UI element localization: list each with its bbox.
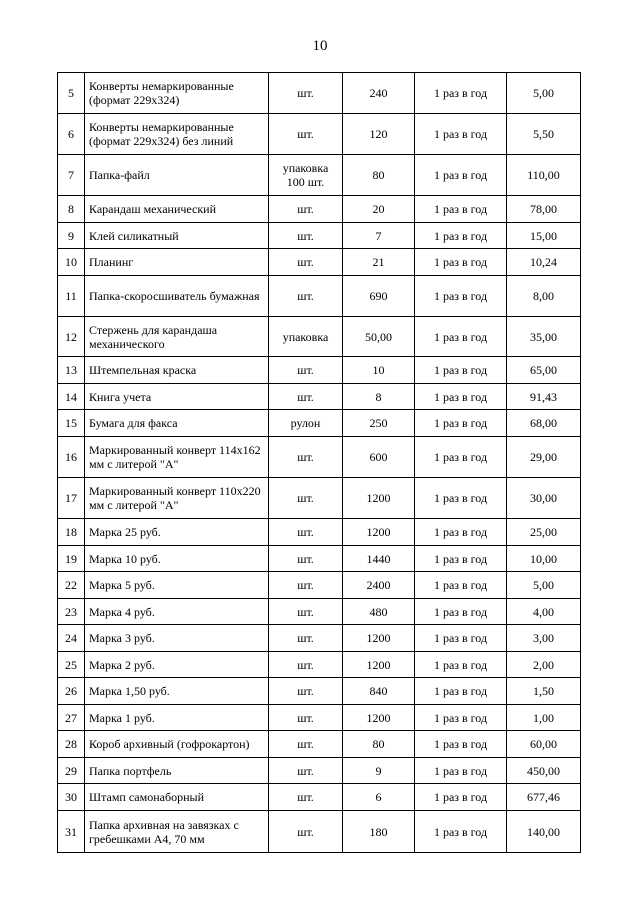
item-name: Клей силикатный (85, 223, 269, 249)
table-row (58, 625, 581, 652)
item-frequency: 1 раз в год (415, 599, 507, 625)
item-name: Стержень для карандаша механического (85, 317, 269, 357)
item-name: Конверты немаркированные (формат 229х324) без линий (85, 114, 269, 155)
row-number: 8 (58, 196, 85, 223)
table-row (58, 114, 581, 155)
item-unit: шт. (269, 705, 343, 731)
item-price: 5,00 (507, 73, 581, 114)
table-row (58, 519, 581, 546)
item-price: 677,46 (507, 784, 581, 811)
supplies-table (57, 72, 581, 853)
row-number: 24 (58, 625, 85, 652)
item-price: 5,50 (507, 114, 581, 155)
item-frequency: 1 раз в год (415, 731, 507, 758)
item-quantity: 8 (343, 384, 415, 410)
item-unit: упаковка 100 шт. (269, 155, 343, 196)
row-number: 28 (58, 731, 85, 758)
item-price: 10,00 (507, 546, 581, 572)
item-name: Короб архивный (гофрокартон) (85, 731, 269, 758)
item-frequency: 1 раз в год (415, 249, 507, 276)
item-price: 65,00 (507, 357, 581, 384)
item-quantity: 480 (343, 599, 415, 625)
item-quantity: 9 (343, 758, 415, 784)
table-row (58, 478, 581, 519)
item-quantity: 180 (343, 811, 415, 853)
row-number: 16 (58, 437, 85, 478)
row-number: 9 (58, 223, 85, 249)
row-number: 5 (58, 73, 85, 114)
item-unit: шт. (269, 546, 343, 572)
item-unit: шт. (269, 572, 343, 599)
item-quantity: 1200 (343, 519, 415, 546)
item-name: Папка-скоросшиватель бумажная (85, 276, 269, 317)
item-quantity: 2400 (343, 572, 415, 599)
row-number: 11 (58, 276, 85, 317)
item-price: 30,00 (507, 478, 581, 519)
item-frequency: 1 раз в год (415, 73, 507, 114)
item-quantity: 600 (343, 437, 415, 478)
item-frequency: 1 раз в год (415, 114, 507, 155)
row-number: 14 (58, 384, 85, 410)
item-unit: шт. (269, 811, 343, 853)
item-quantity: 240 (343, 73, 415, 114)
item-unit: шт. (269, 276, 343, 317)
item-unit: упаковка (269, 317, 343, 357)
item-name: Папка архивная на завязках с гребешками А4, 70 мм (85, 811, 269, 853)
row-number: 27 (58, 705, 85, 731)
table-row (58, 223, 581, 249)
item-unit: шт. (269, 357, 343, 384)
item-name: Штамп самонаборный (85, 784, 269, 811)
table-row (58, 196, 581, 223)
item-price: 8,00 (507, 276, 581, 317)
item-frequency: 1 раз в год (415, 625, 507, 652)
row-number: 19 (58, 546, 85, 572)
item-unit: шт. (269, 599, 343, 625)
item-frequency: 1 раз в год (415, 155, 507, 196)
item-quantity: 1200 (343, 705, 415, 731)
table-row (58, 572, 581, 599)
item-unit: шт. (269, 784, 343, 811)
table-row (58, 249, 581, 276)
row-number: 30 (58, 784, 85, 811)
item-name: Маркированный конверт 114х162 мм с литерой "А" (85, 437, 269, 478)
item-name: Марка 1 руб. (85, 705, 269, 731)
item-quantity: 840 (343, 678, 415, 705)
item-quantity: 10 (343, 357, 415, 384)
table-row (58, 784, 581, 811)
row-number: 17 (58, 478, 85, 519)
item-frequency: 1 раз в год (415, 546, 507, 572)
table-row (58, 155, 581, 196)
item-unit: шт. (269, 384, 343, 410)
item-unit: рулон (269, 410, 343, 437)
item-name: Марка 5 руб. (85, 572, 269, 599)
item-quantity: 80 (343, 731, 415, 758)
item-name: Папка портфель (85, 758, 269, 784)
item-name: Конверты немаркированные (формат 229х324) (85, 73, 269, 114)
item-name: Марка 4 руб. (85, 599, 269, 625)
row-number: 22 (58, 572, 85, 599)
table-row (58, 73, 581, 114)
item-unit: шт. (269, 678, 343, 705)
table-row (58, 357, 581, 384)
item-price: 68,00 (507, 410, 581, 437)
item-quantity: 1440 (343, 546, 415, 572)
item-frequency: 1 раз в год (415, 276, 507, 317)
item-quantity: 80 (343, 155, 415, 196)
item-unit: шт. (269, 437, 343, 478)
item-name: Карандаш механический (85, 196, 269, 223)
item-quantity: 6 (343, 784, 415, 811)
item-frequency: 1 раз в год (415, 437, 507, 478)
item-frequency: 1 раз в год (415, 223, 507, 249)
table-row (58, 758, 581, 784)
item-name: Марка 3 руб. (85, 625, 269, 652)
table-body (58, 73, 581, 853)
item-frequency: 1 раз в год (415, 678, 507, 705)
row-number: 23 (58, 599, 85, 625)
item-name: Марка 25 руб. (85, 519, 269, 546)
item-price: 5,00 (507, 572, 581, 599)
table-row (58, 678, 581, 705)
item-price: 1,00 (507, 705, 581, 731)
item-frequency: 1 раз в год (415, 811, 507, 853)
item-unit: шт. (269, 758, 343, 784)
item-name: Марка 10 руб. (85, 546, 269, 572)
item-quantity: 690 (343, 276, 415, 317)
row-number: 12 (58, 317, 85, 357)
item-name: Штемпельная краска (85, 357, 269, 384)
item-frequency: 1 раз в год (415, 758, 507, 784)
item-quantity: 1200 (343, 478, 415, 519)
item-name: Папка-файл (85, 155, 269, 196)
item-unit: шт. (269, 478, 343, 519)
table-row (58, 276, 581, 317)
item-unit: шт. (269, 196, 343, 223)
item-name: Марка 1,50 руб. (85, 678, 269, 705)
item-quantity: 1200 (343, 625, 415, 652)
item-unit: шт. (269, 114, 343, 155)
item-price: 15,00 (507, 223, 581, 249)
item-quantity: 1200 (343, 652, 415, 678)
item-price: 2,00 (507, 652, 581, 678)
item-quantity: 21 (343, 249, 415, 276)
item-unit: шт. (269, 249, 343, 276)
item-name: Маркированный конверт 110х220 мм с литерой "А" (85, 478, 269, 519)
row-number: 13 (58, 357, 85, 384)
item-name: Марка 2 руб. (85, 652, 269, 678)
table-row (58, 731, 581, 758)
item-price: 35,00 (507, 317, 581, 357)
item-quantity: 120 (343, 114, 415, 155)
table-row (58, 705, 581, 731)
item-price: 4,00 (507, 599, 581, 625)
item-price: 450,00 (507, 758, 581, 784)
table-row (58, 384, 581, 410)
item-frequency: 1 раз в год (415, 196, 507, 223)
row-number: 26 (58, 678, 85, 705)
row-number: 25 (58, 652, 85, 678)
item-price: 60,00 (507, 731, 581, 758)
item-frequency: 1 раз в год (415, 478, 507, 519)
row-number: 18 (58, 519, 85, 546)
item-price: 1,50 (507, 678, 581, 705)
item-quantity: 7 (343, 223, 415, 249)
table-row (58, 811, 581, 853)
item-unit: шт. (269, 73, 343, 114)
item-frequency: 1 раз в год (415, 317, 507, 357)
item-price: 10,24 (507, 249, 581, 276)
row-number: 31 (58, 811, 85, 853)
table-row (58, 437, 581, 478)
item-name: Книга учета (85, 384, 269, 410)
item-unit: шт. (269, 625, 343, 652)
item-price: 78,00 (507, 196, 581, 223)
item-frequency: 1 раз в год (415, 705, 507, 731)
item-frequency: 1 раз в год (415, 572, 507, 599)
row-number: 15 (58, 410, 85, 437)
row-number: 10 (58, 249, 85, 276)
table-row (58, 652, 581, 678)
item-frequency: 1 раз в год (415, 410, 507, 437)
item-quantity: 250 (343, 410, 415, 437)
table-row (58, 546, 581, 572)
item-frequency: 1 раз в год (415, 784, 507, 811)
item-price: 140,00 (507, 811, 581, 853)
table-row (58, 410, 581, 437)
item-unit: шт. (269, 731, 343, 758)
item-price: 25,00 (507, 519, 581, 546)
item-quantity: 20 (343, 196, 415, 223)
item-name: Планинг (85, 249, 269, 276)
item-frequency: 1 раз в год (415, 652, 507, 678)
item-frequency: 1 раз в год (415, 384, 507, 410)
item-frequency: 1 раз в год (415, 519, 507, 546)
row-number: 6 (58, 114, 85, 155)
table-row (58, 599, 581, 625)
item-name: Бумага для факса (85, 410, 269, 437)
item-unit: шт. (269, 652, 343, 678)
item-price: 29,00 (507, 437, 581, 478)
item-price: 91,43 (507, 384, 581, 410)
page-number: 10 (312, 38, 328, 54)
item-frequency: 1 раз в год (415, 357, 507, 384)
item-unit: шт. (269, 519, 343, 546)
item-quantity: 50,00 (343, 317, 415, 357)
row-number: 29 (58, 758, 85, 784)
item-price: 110,00 (507, 155, 581, 196)
item-unit: шт. (269, 223, 343, 249)
item-price: 3,00 (507, 625, 581, 652)
row-number: 7 (58, 155, 85, 196)
table-row (58, 317, 581, 357)
